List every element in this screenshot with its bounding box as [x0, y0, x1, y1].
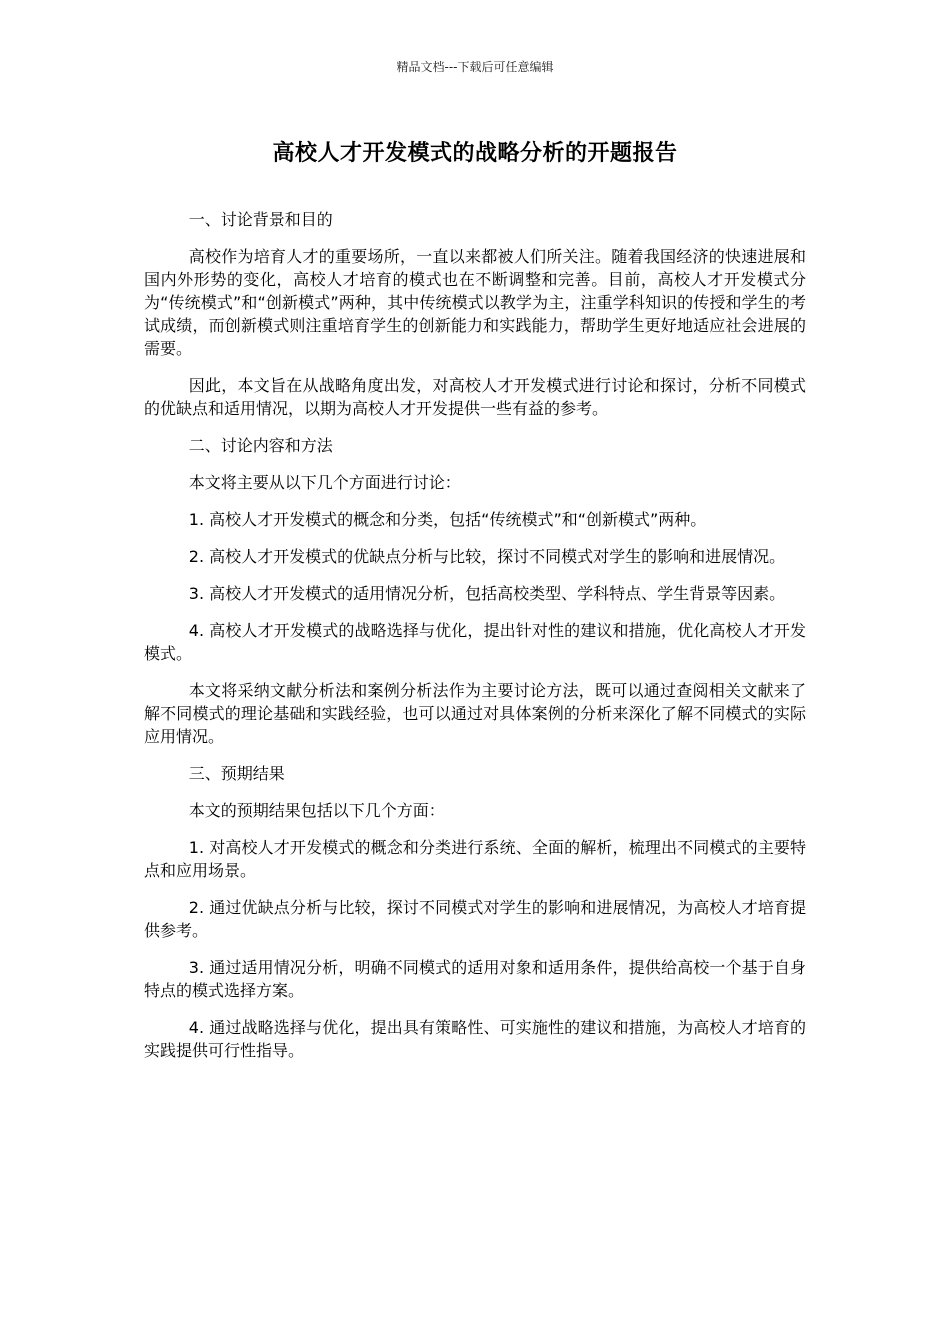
paragraph-background-2: 因此，本文旨在从战略角度出发，对高校人才开发模式进行讨论和探讨，分析不同模式的优缺点和适用情况，以期为高校人才开发提供一些有益的参考。: [144, 376, 806, 418]
list-item-content-2: 2. 高校人才开发模式的优缺点分析与比较，探讨不同模式对学生的影响和进展情况。: [188, 547, 786, 566]
paragraph-content-intro: 本文将主要从以下几个方面进行讨论：: [188, 473, 461, 492]
list-item-content-3: 3. 高校人才开发模式的适用情况分析，包括高校类型、学科特点、学生背景等因素。: [188, 584, 786, 603]
paragraph-method: 本文将采纳文献分析法和案例分析法作为主要讨论方法，既可以通过查阅相关文献来了解不同模式的理论基础和实践经验，也可以通过对具体案例的分析来深化了解不同模式的实际应用情况。: [144, 681, 806, 746]
section-heading-content-method: 二、讨论内容和方法: [188, 436, 333, 455]
paragraph-results-intro: 本文的预期结果包括以下几个方面：: [188, 801, 445, 820]
list-item-content-4: 4. 高校人才开发模式的战略选择与优化，提出针对性的建议和措施，优化高校人才开发模式。: [144, 621, 806, 663]
list-item-result-2: 2. 通过优缺点分析与比较，探讨不同模式对学生的影响和进展情况，为高校人才培育提供参考。: [144, 898, 806, 940]
document-body: [144, 208, 806, 1076]
page-header: 精品文档---下载后可任意编辑: [396, 60, 554, 74]
document-title: 高校人才开发模式的战略分析的开题报告: [272, 141, 678, 166]
section-heading-background: 一、讨论背景和目的: [188, 210, 333, 229]
list-item-result-4: 4. 通过战略选择与优化，提出具有策略性、可实施性的建议和措施，为高校人才培育的实践提供可行性指导。: [144, 1018, 806, 1060]
section-heading-expected-results: 三、预期结果: [188, 764, 285, 783]
list-item-result-1: 1. 对高校人才开发模式的概念和分类进行系统、全面的解析，梳理出不同模式的主要特点和应用场景。: [144, 838, 806, 880]
list-item-result-3: 3. 通过适用情况分析，明确不同模式的适用对象和适用条件，提供给高校一个基于自身特点的模式选择方案。: [144, 958, 806, 1000]
list-item-content-1: 1. 高校人才开发模式的概念和分类，包括“传统模式”和“创新模式”两种。: [188, 510, 707, 529]
paragraph-background-1: 高校作为培育人才的重要场所，一直以来都被人们所关注。随着我国经济的快速进展和国内外形势的变化，高校人才培育的模式也在不断调整和完善。目前，高校人才开发模式分为“传统模式”和“创新模式”两种，其中传统模式以教学为主，注重学科知识的传授和学生的考试成绩，而创新模式则注重培育学生的创新能力和实践能力，帮助学生更好地适应社会进展的需要。: [144, 247, 806, 358]
